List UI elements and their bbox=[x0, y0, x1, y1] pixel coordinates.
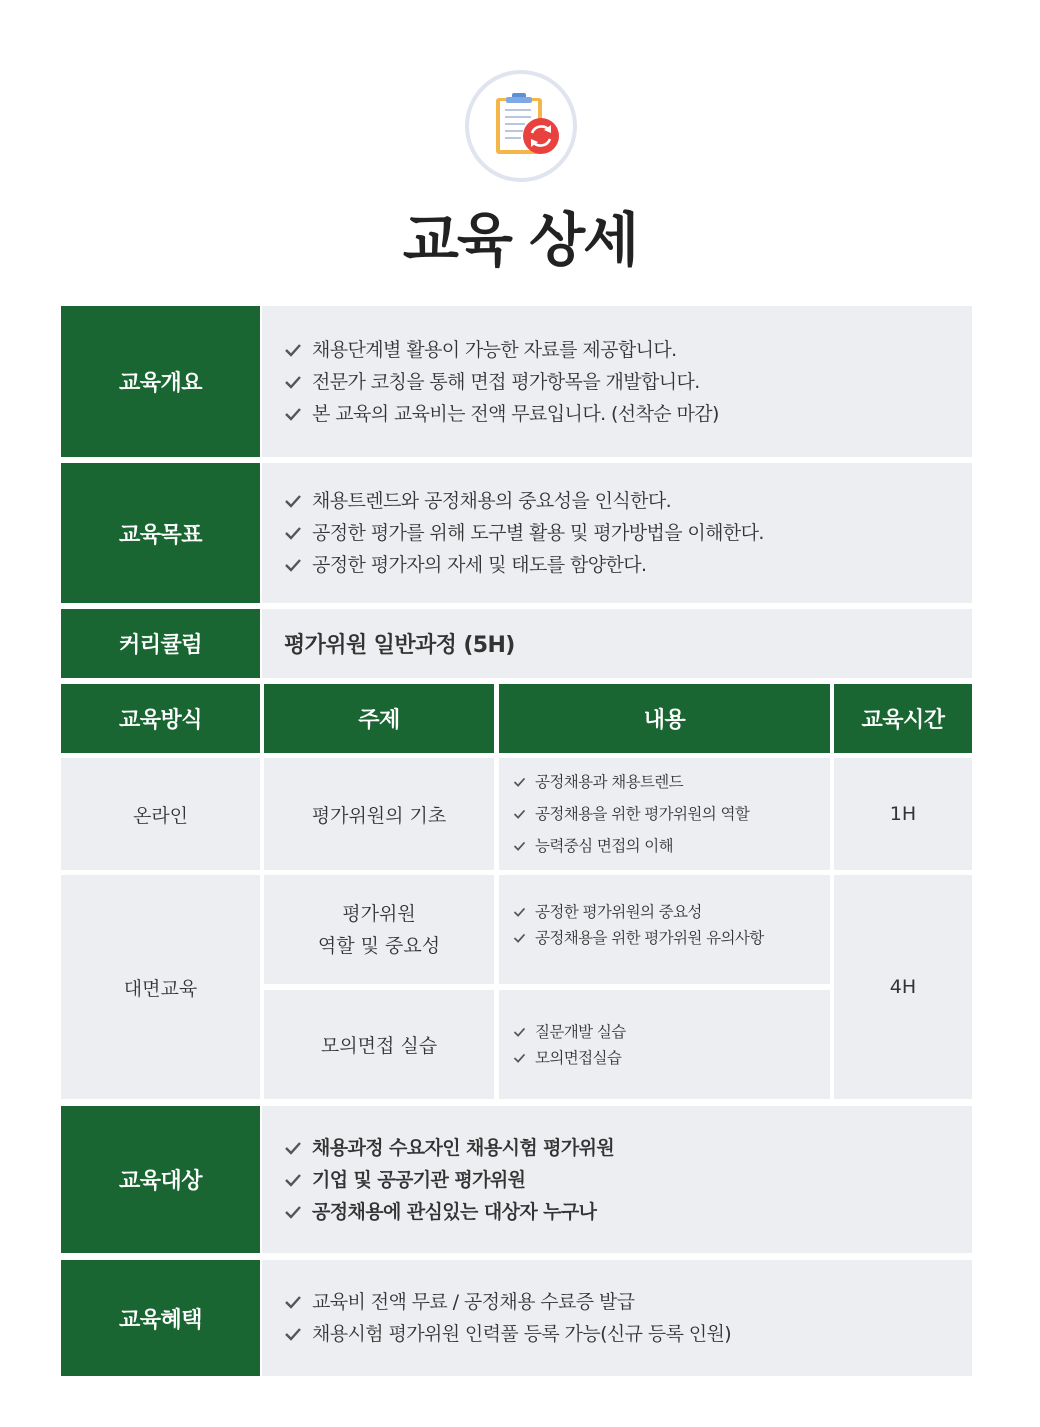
header-method: 교육방식 bbox=[61, 684, 260, 753]
header-hours: 교육시간 bbox=[834, 684, 972, 753]
check-icon bbox=[513, 1027, 526, 1037]
page-title: 교육 상세 bbox=[402, 206, 638, 274]
check-icon bbox=[284, 1173, 302, 1187]
check-icon bbox=[284, 494, 302, 508]
offline-topic-2: 모의면접 실습 bbox=[264, 990, 494, 1099]
check-icon bbox=[513, 809, 526, 819]
check-icon bbox=[284, 1205, 302, 1219]
goals-list bbox=[262, 485, 764, 581]
overview-content bbox=[262, 306, 972, 457]
check-icon bbox=[284, 558, 302, 572]
check-icon bbox=[284, 343, 302, 357]
online-hours: 1H bbox=[834, 758, 972, 870]
benefits-list bbox=[262, 1286, 731, 1350]
offline-topic-1-line-2: 역할 및 중요성 bbox=[317, 934, 441, 957]
curriculum-value: 평가위원 일반과정 (5H) bbox=[284, 633, 515, 658]
check-icon bbox=[513, 777, 526, 787]
list-item: 공정한 평가를 위해 도구별 활용 및 평가방법을 이해한다. bbox=[284, 517, 764, 549]
offline-contents-2 bbox=[499, 990, 830, 1099]
target-label: 교육대상 bbox=[61, 1106, 260, 1253]
list-item: 채용트렌드와 공정채용의 중요성을 인식한다. bbox=[284, 485, 764, 517]
list-item: 능력중심 면접의 이해 bbox=[513, 830, 749, 862]
list-item: 공정채용을 위한 평가위원 유의사항 bbox=[513, 925, 764, 951]
check-icon bbox=[284, 526, 302, 540]
list-item: 채용단계별 활용이 가능한 자료를 제공합니다. bbox=[284, 334, 719, 366]
target-list bbox=[262, 1132, 614, 1228]
goals-content bbox=[262, 463, 972, 603]
header-content: 내용 bbox=[499, 684, 830, 753]
list-item: 공정채용을 위한 평가위원의 역할 bbox=[513, 798, 749, 830]
list-item: 공정한 평가위원의 중요성 bbox=[513, 899, 764, 925]
curriculum-label: 커리큘럼 bbox=[61, 609, 260, 678]
online-contents-list bbox=[499, 766, 749, 862]
offline-method: 대면교육 bbox=[61, 875, 260, 1099]
check-icon bbox=[284, 407, 302, 421]
list-item: 교육비 전액 무료 / 공정채용 수료증 발급 bbox=[284, 1286, 731, 1318]
check-icon bbox=[284, 375, 302, 389]
clipboard-refresh-icon bbox=[465, 70, 577, 182]
list-item: 채용과정 수요자인 채용시험 평가위원 bbox=[284, 1132, 614, 1164]
list-item: 모의면접실습 bbox=[513, 1045, 626, 1071]
overview-label: 교육개요 bbox=[61, 306, 260, 457]
list-item: 질문개발 실습 bbox=[513, 1019, 626, 1045]
overview-list bbox=[262, 334, 719, 430]
check-icon bbox=[284, 1141, 302, 1155]
online-contents bbox=[499, 758, 830, 870]
check-icon bbox=[513, 933, 526, 943]
goals-label: 교육목표 bbox=[61, 463, 260, 603]
list-item: 채용시험 평가위원 인력풀 등록 가능(신규 등록 인원) bbox=[284, 1318, 731, 1350]
benefits-label: 교육혜택 bbox=[61, 1260, 260, 1376]
list-item: 공정한 평가자의 자세 및 태도를 함양한다. bbox=[284, 549, 764, 581]
list-item: 본 교육의 교육비는 전액 무료입니다. (선착순 마감) bbox=[284, 398, 719, 430]
target-content bbox=[262, 1106, 972, 1253]
offline-contents-1-list bbox=[499, 899, 764, 951]
offline-contents-2-list bbox=[499, 1019, 626, 1071]
check-icon bbox=[513, 907, 526, 917]
list-item: 전문가 코칭을 통해 면접 평가항목을 개발합니다. bbox=[284, 366, 719, 398]
online-topic: 평가위원의 기초 bbox=[264, 758, 494, 870]
list-item: 공정채용과 채용트렌드 bbox=[513, 766, 749, 798]
list-item: 공정채용에 관심있는 대상자 누구나 bbox=[284, 1196, 614, 1228]
check-icon bbox=[284, 1295, 302, 1309]
benefits-content bbox=[262, 1260, 972, 1376]
curriculum-content bbox=[262, 609, 972, 678]
online-method: 온라인 bbox=[61, 758, 260, 870]
header-topic: 주제 bbox=[264, 684, 494, 753]
offline-topic-1-line-1: 평가위원 bbox=[342, 902, 416, 925]
offline-hours: 4H bbox=[834, 875, 972, 1099]
check-icon bbox=[284, 1327, 302, 1341]
offline-topic-1 bbox=[264, 875, 494, 984]
offline-contents-1 bbox=[499, 875, 830, 984]
check-icon bbox=[513, 841, 526, 851]
check-icon bbox=[513, 1053, 526, 1063]
list-item: 기업 및 공공기관 평가위원 bbox=[284, 1164, 614, 1196]
